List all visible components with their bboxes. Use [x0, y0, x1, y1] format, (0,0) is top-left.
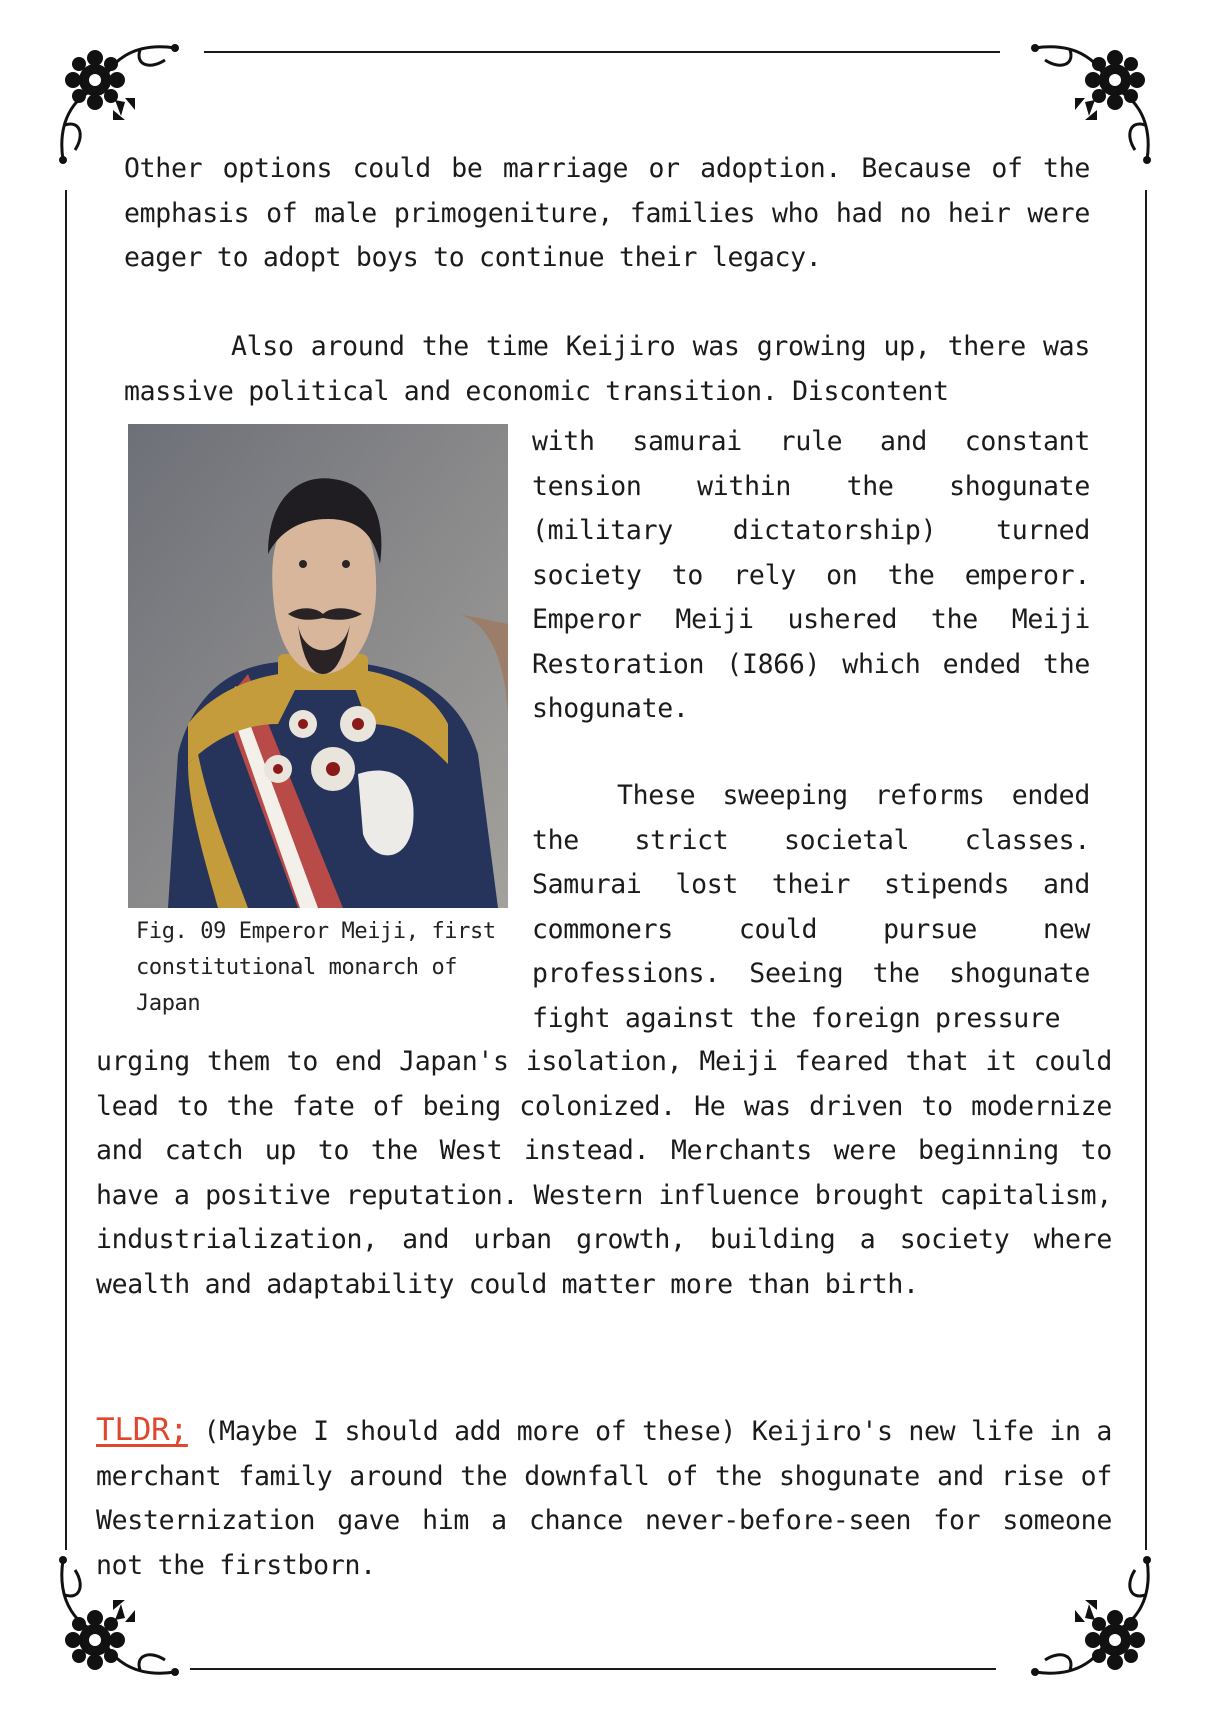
emperor-meiji-portrait: [128, 424, 508, 908]
paragraph-reforms: These sweeping reforms ended the strict societal classes. Samurai lost their stipends and commoners could pursue new professions. Seeing the shogunate fight against the foreign pressure: [532, 780, 1090, 1034]
right-border-line: [1145, 190, 1147, 1550]
portrait-image-icon: [128, 424, 508, 908]
tldr-text: (Maybe I should add more of these) Keijiro's new life in a merchant family around the downfall of the shogunate and rise of Westernization gave him a chance never-before-seen for someone not the firstborn.: [96, 1416, 1112, 1581]
top-border-line: [204, 51, 1000, 53]
paragraph-adoption: Other options could be marriage or adoption. Because of the emphasis of male primogeniture, families who had no heir were eager to adopt boys to continue their legacy.: [124, 153, 1090, 273]
tldr-paragraph: [96, 1408, 1112, 1588]
paragraph-modernization: urging them to end Japan's isolation, Meiji feared that it could lead to the fate of being colonized. He was driven to modernize and catch up to the West instead. Merchants were beginning to have a positive reputation. Western influence brought capitalism, industrialization, and urban growth, building a society where wealth and adaptability could matter more than birth.: [96, 1046, 1112, 1300]
figure-caption: Fig. 09 Emperor Meiji, first constitutional monarch of Japan: [136, 919, 496, 1016]
paragraph-samurai-rule: with samurai rule and constant tension within the shogunate (military dictatorship) turned society to rely on the emperor. Emperor Meiji ushered the Meiji Restoration (I866) which ended the shogunate.: [532, 426, 1090, 724]
paragraph-transition-intro: Also around the time Keijiro was growing up, there was massive political and economic transition. Discontent: [124, 331, 1090, 407]
left-border-line: [65, 190, 67, 1550]
tldr-label: TLDR;: [96, 1412, 188, 1448]
bottom-border-line: [190, 1668, 996, 1670]
